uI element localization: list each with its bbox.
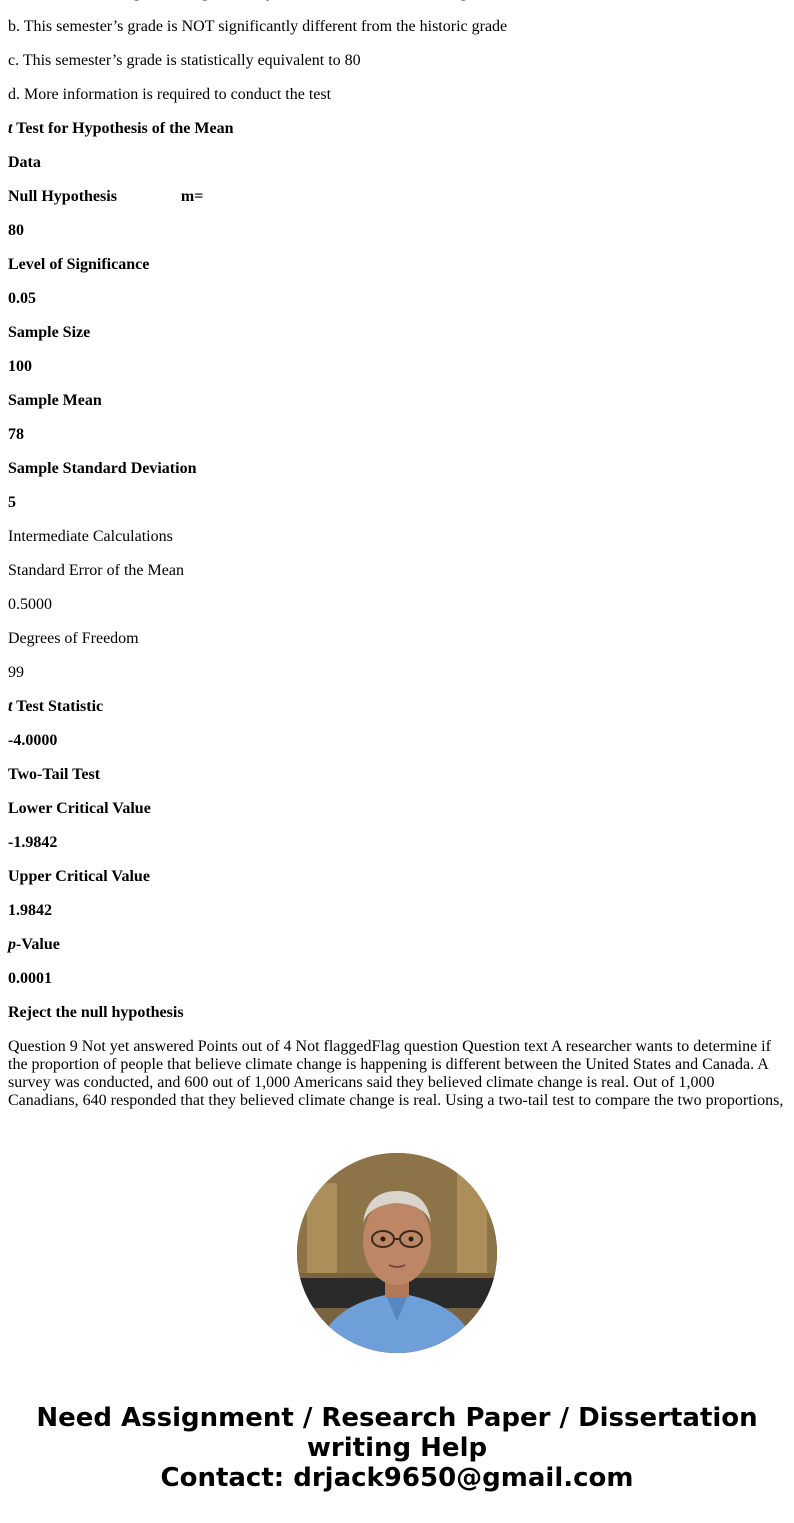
degrees-freedom-value: 99 — [8, 664, 24, 681]
data-heading: Data — [8, 154, 41, 171]
t-statistic-label — [8, 698, 786, 716]
sample-size-value: 100 — [8, 358, 32, 375]
null-hypothesis-row — [8, 188, 786, 206]
standard-error-value: 0.5000 — [8, 596, 52, 613]
question-9-text: Question 9 Not yet answered Points out of 4 Not flaggedFlag question Question text A researcher wants to determine if the proportion of people that believe climate change is happening is different between the United States and Canada. A survey was conducted, and 600 out of 1,000 Americans said they believed climate change is real. Out of 1,000 Canadians, 640 responded that they believed climate change is real. Using a two-tail test to compare the two proportions, — [8, 1038, 784, 1109]
significance-label: Level of Significance — [8, 256, 150, 273]
p-value-p: p — [8, 936, 16, 953]
decision-text: Reject the null hypothesis — [8, 1004, 184, 1021]
two-tail-heading: Two-Tail Test — [8, 766, 101, 783]
footer-help-text: Need Assignment / Research Paper / Dissertation writing Help — [36, 1403, 758, 1463]
option-b: b. This semester’s grade is NOT significantly different from the historic grade — [8, 18, 508, 35]
null-hypothesis-value: 80 — [8, 222, 24, 239]
author-avatar — [297, 1153, 497, 1353]
sample-sd-value: 5 — [8, 494, 16, 511]
upper-critical-value: 1.9842 — [8, 902, 52, 919]
option-a — [8, 0, 786, 2]
intermediate-heading: Intermediate Calculations — [8, 528, 173, 545]
degrees-freedom-label: Degrees of Freedom — [8, 630, 139, 647]
document-body — [8, 0, 786, 1126]
footer-contact-text: Contact: drjack9650@gmail.com — [160, 1463, 634, 1493]
footer-banner — [0, 1403, 794, 1493]
null-hypothesis-symbol: m= — [180, 188, 204, 205]
lower-critical-value: -1.9842 — [8, 834, 58, 851]
null-hypothesis-label: Null Hypothesis — [8, 188, 117, 205]
p-value-rest: -Value — [16, 936, 60, 953]
standard-error-label: Standard Error of the Mean — [8, 562, 184, 579]
t-statistic-t: t — [8, 698, 13, 715]
p-value-label — [8, 936, 786, 954]
avatar-portrait — [297, 1153, 497, 1353]
sample-sd-label: Sample Standard Deviation — [8, 460, 197, 477]
test-title-t: t — [8, 120, 13, 137]
significance-value: 0.05 — [8, 290, 36, 307]
test-title — [8, 120, 786, 138]
t-statistic-rest: Test Statistic — [12, 698, 104, 715]
p-value-value: 0.0001 — [8, 970, 52, 987]
option-d: d. More information is required to conduct the test — [8, 86, 332, 103]
sample-mean-label: Sample Mean — [8, 392, 102, 409]
sample-size-label: Sample Size — [8, 324, 91, 341]
test-title-rest: Test for Hypothesis of the Mean — [12, 120, 234, 137]
lower-critical-label: Lower Critical Value — [8, 800, 151, 817]
sample-mean-value: 78 — [8, 426, 24, 443]
upper-critical-label: Upper Critical Value — [8, 868, 150, 885]
option-c: c. This semester’s grade is statistically equivalent to 80 — [8, 52, 361, 69]
t-statistic-value: -4.0000 — [8, 732, 58, 749]
